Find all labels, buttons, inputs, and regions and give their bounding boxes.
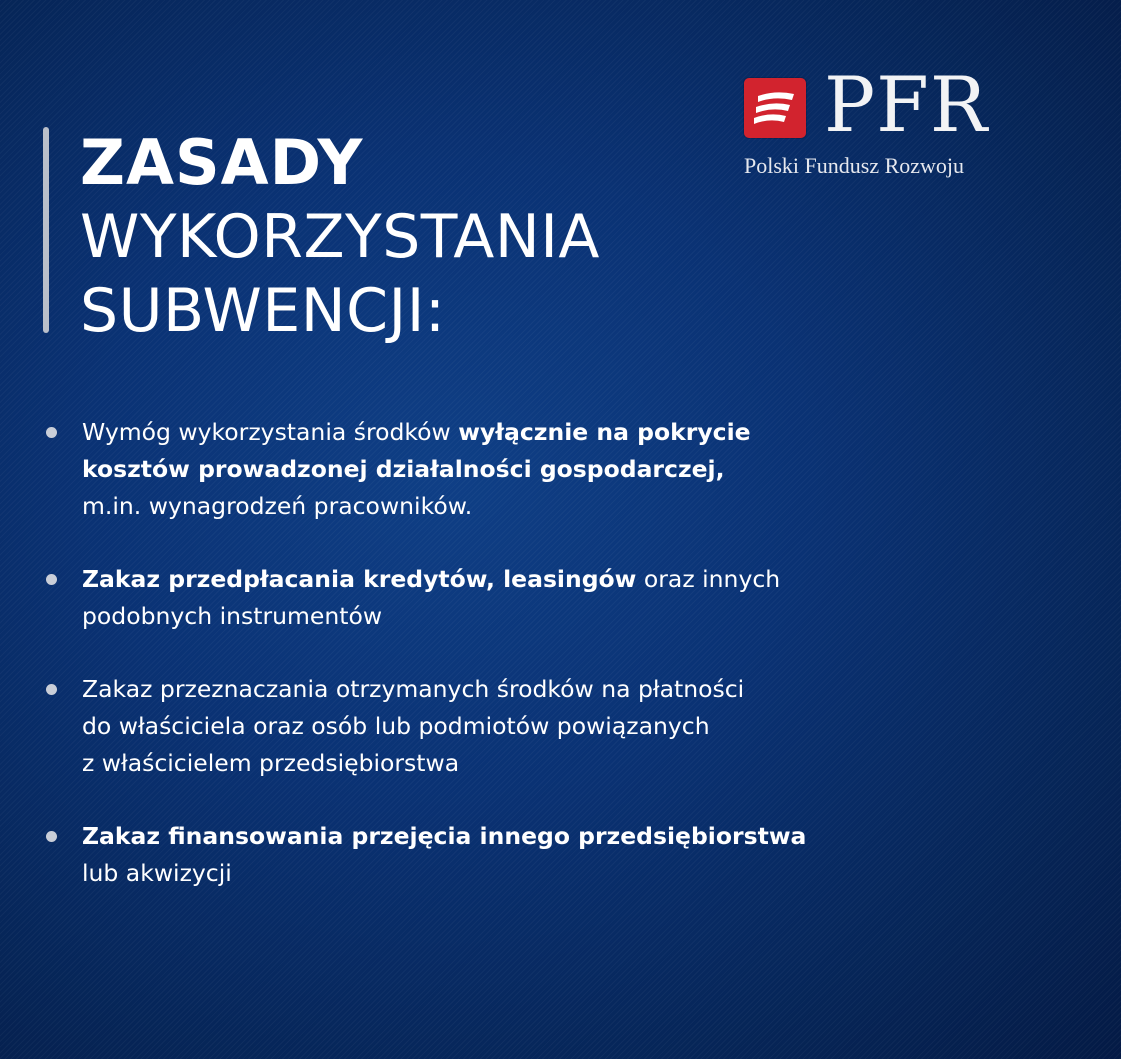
rule-emphasis: wyłącznie na pokrycie: [458, 418, 751, 446]
rule-line: [82, 451, 886, 488]
pfr-logo-icon: [744, 78, 806, 138]
pfr-logo: [744, 60, 1004, 185]
rule-segment: z właścicielem przedsiębiorstwa: [82, 749, 460, 777]
title-line-3: SUBWENCJI:: [80, 276, 446, 346]
rule-line: [82, 414, 886, 451]
logo-wordmark: PFR: [824, 60, 989, 149]
rule-emphasis: Zakaz przedpłacania kredytów, leasingów: [82, 565, 637, 593]
rule-text: [82, 671, 886, 782]
rule-line: [82, 671, 886, 708]
title-line-2: WYKORZYSTANIA: [80, 202, 600, 272]
heading-accent-bar: [43, 127, 49, 333]
rule-emphasis: kosztów prowadzonej działalności gospodarczej,: [82, 455, 725, 483]
rule-segment: lub akwizycji: [82, 859, 232, 887]
rule-text: [82, 561, 886, 635]
rule-line: [82, 745, 886, 782]
rule-segment: oraz innych: [636, 565, 781, 593]
bullet-icon: [46, 427, 57, 438]
logo-tagline: Polski Fundusz Rozwoju: [744, 153, 965, 178]
rule-emphasis: Zakaz finansowania przejęcia innego przedsiębiorstwa: [82, 822, 807, 850]
rule-segment: m.in. wynagrodzeń pracowników.: [82, 492, 473, 520]
bullet-icon: [46, 684, 57, 695]
bullet-icon: [46, 831, 57, 842]
bullet-icon: [46, 574, 57, 585]
rule-item: [46, 818, 886, 892]
rule-segment: podobnych instrumentów: [82, 602, 383, 630]
rule-line: [82, 598, 886, 635]
rule-segment: Wymóg wykorzystania środków: [82, 418, 459, 446]
rule-item: [46, 414, 886, 525]
rule-line: [82, 855, 886, 892]
rule-item: [46, 561, 886, 635]
page-title: [80, 126, 600, 348]
rule-text: [82, 414, 886, 525]
rule-line: [82, 708, 886, 745]
rule-line: [82, 488, 886, 525]
rule-line: [82, 818, 886, 855]
rule-segment: Zakaz przeznaczania otrzymanych środków na płatności: [82, 675, 745, 703]
rule-item: [46, 671, 886, 782]
rule-segment: do właściciela oraz osób lub podmiotów powiązanych: [82, 712, 710, 740]
title-line-1: ZASADY: [80, 126, 364, 199]
rule-line: [82, 561, 886, 598]
rules-list: [46, 414, 886, 892]
rule-text: [82, 818, 886, 892]
